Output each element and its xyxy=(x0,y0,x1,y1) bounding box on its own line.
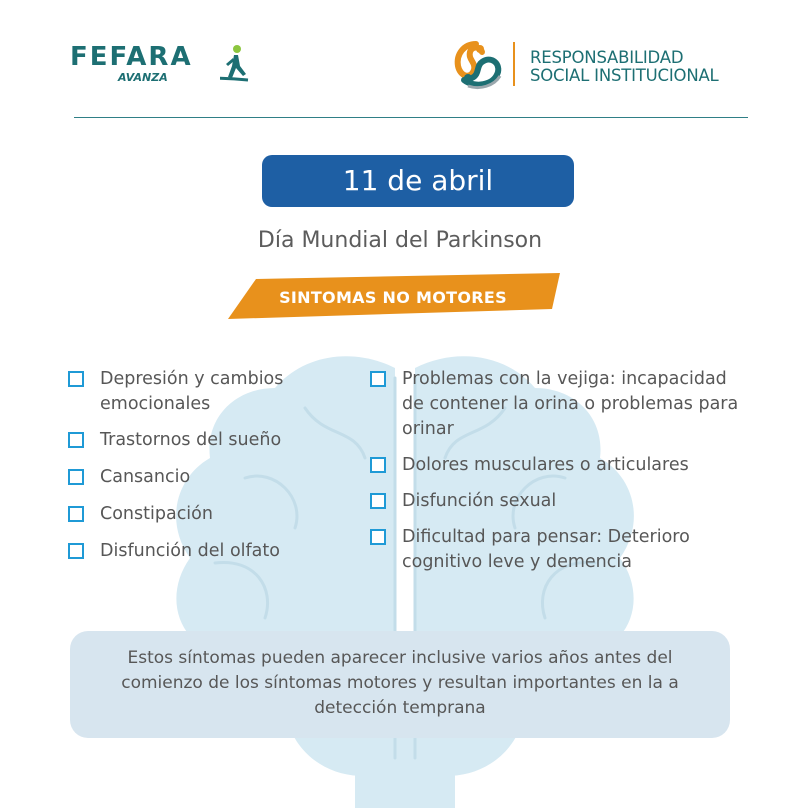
symptom-text: Disfunción del olfato xyxy=(100,541,280,561)
symptom-item xyxy=(370,525,750,575)
symptom-text: Constipación xyxy=(100,504,213,524)
checkbox-icon xyxy=(68,371,84,387)
fefara-logo xyxy=(70,42,250,92)
symptom-item xyxy=(370,367,750,442)
section-banner xyxy=(226,273,560,323)
symptom-item xyxy=(370,489,750,514)
walker-icon xyxy=(220,44,250,88)
rsi-line1: RESPONSABILIDAD xyxy=(530,48,684,67)
logo-tagline: AVANZA xyxy=(118,71,168,84)
social-responsibility-icon xyxy=(450,40,504,90)
logo-divider xyxy=(513,42,515,86)
symptom-text: Disfunción sexual xyxy=(402,491,557,511)
header-divider xyxy=(74,117,748,118)
checkbox-icon xyxy=(370,457,386,473)
symptom-item xyxy=(68,428,358,453)
symptom-item xyxy=(68,465,358,490)
checkbox-icon xyxy=(68,543,84,559)
symptom-text: Problemas con la vejiga: incapacidad de contener la orina o problemas para orinar xyxy=(402,369,739,439)
section-title: SINTOMAS NO MOTORES xyxy=(279,288,507,307)
symptom-text: Depresión y cambios emocionales xyxy=(100,369,284,414)
page-subtitle: Día Mundial del Parkinson xyxy=(257,228,543,253)
checkbox-icon xyxy=(68,432,84,448)
symptom-text: Dolores musculares o articulares xyxy=(402,455,689,475)
symptom-item xyxy=(68,502,358,527)
checkbox-icon xyxy=(370,529,386,545)
symptom-list-right xyxy=(370,367,750,575)
checkbox-icon xyxy=(68,469,84,485)
rsi-logo xyxy=(450,40,770,92)
checkbox-icon xyxy=(370,493,386,509)
symptom-text: Cansancio xyxy=(100,467,191,487)
symptom-text: Trastornos del sueño xyxy=(100,430,282,450)
symptom-item xyxy=(68,367,358,417)
logo-name: FEFARA xyxy=(70,42,193,72)
symptom-item xyxy=(370,453,750,478)
symptom-text: Dificultad para pensar: Deterioro cognitivo leve y demencia xyxy=(402,527,690,572)
symptom-item xyxy=(68,539,358,564)
checkbox-icon xyxy=(68,506,84,522)
note-box xyxy=(70,631,730,738)
rsi-line2: SOCIAL INSTITUCIONAL xyxy=(530,66,719,85)
checkbox-icon xyxy=(370,371,386,387)
date-badge: 11 de abril xyxy=(262,155,574,207)
note-text: Estos síntomas pueden aparecer inclusive varios años antes del comienzo de los síntomas motores y resultan importantes en la a detección temprana xyxy=(121,648,679,718)
symptom-list-left xyxy=(68,367,358,564)
